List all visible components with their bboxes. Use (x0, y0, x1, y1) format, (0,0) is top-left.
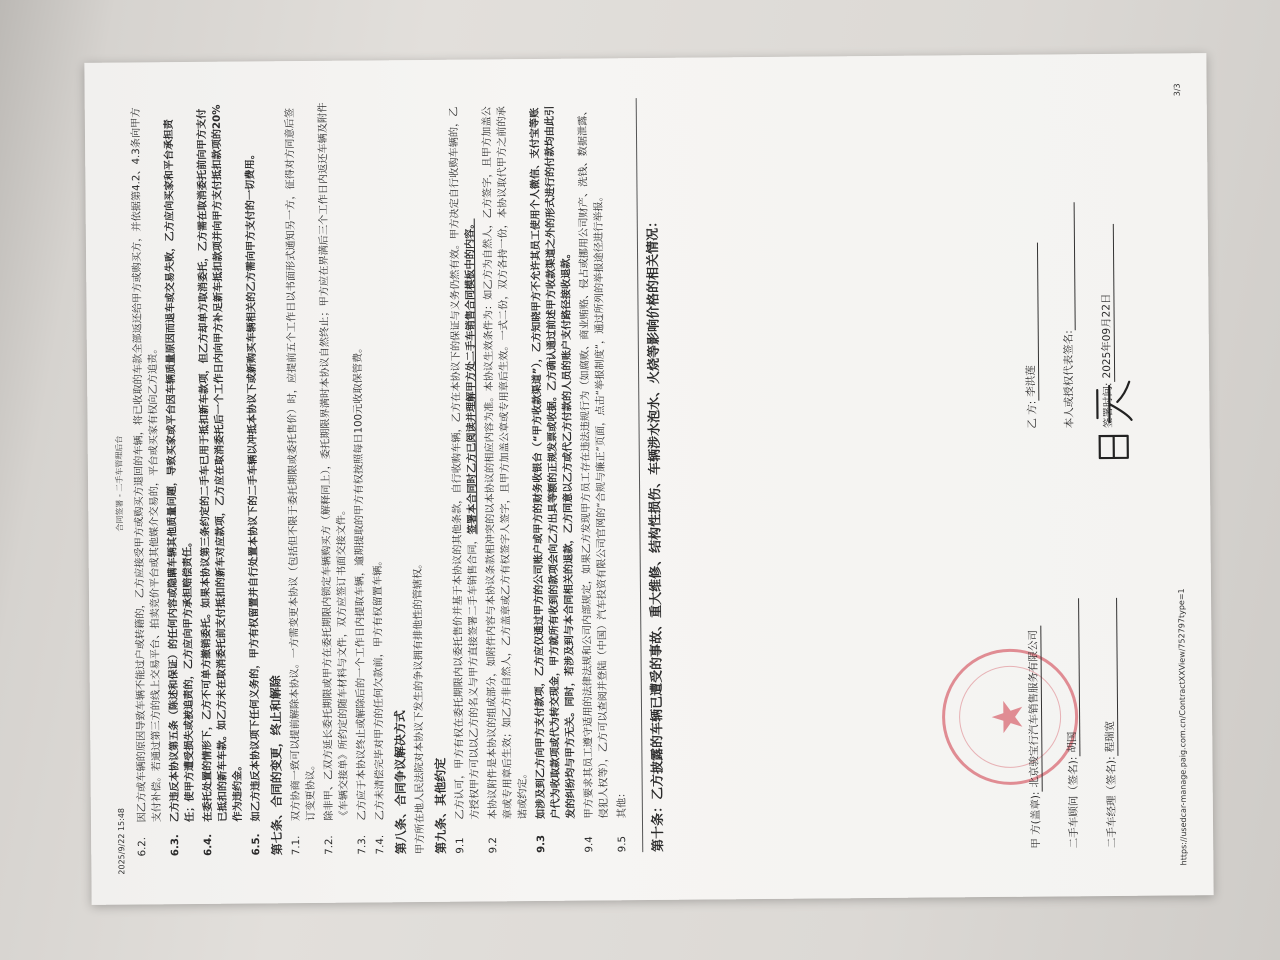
manager-row (1101, 598, 1119, 848)
page-footer (1173, 83, 1194, 865)
clause-9-3 (528, 99, 580, 853)
clause-9-2 (480, 99, 532, 853)
clause-6-5 (243, 101, 265, 855)
clause-6-2 (129, 102, 166, 856)
party-b-row (1022, 243, 1040, 429)
header-datetime: 2025/9/22 15:48 (116, 807, 127, 875)
party-a-label: 甲 方(盖章): (1029, 791, 1043, 849)
seal-star-icon: ★ (982, 697, 1033, 736)
clause-number: 9.5 (617, 835, 629, 853)
clause-number: 6.5. (251, 833, 263, 856)
clause-7-2 (316, 101, 353, 855)
section-8-heading: 第八条、合同争议解决方式 (393, 710, 409, 855)
clause-text: 乙方应于本协议终止或解除后的一个工作日内提取车辆，逾期提取的甲方有权按照每日100元收取保管费。 (352, 342, 368, 821)
clause-text: 如乙方违反本协议项下任何义务的，甲方有权留置并自行处置本协议下的二手车辆以冲抵本协议下或新购买车辆相关的乙方需向甲方支付的一切费用。 (245, 149, 262, 822)
clause-number: 9.1 (455, 837, 467, 854)
clause-text: 本协议附件是本协议的组成部分，如附件内容与本协议条款相冲突的以本协议的相应内容为准。本协议生效条件为：如乙方为自然人，乙方签字，且甲方加盖公章或专用章后生效；如乙方非自然人，乙方盖章或乙方有权签字人签字，且甲方加盖公章或专用章后生效。一式二份，双方各持一份，本协议取代甲方之前的承诺或约定。 (481, 106, 529, 820)
contract-paper (84, 53, 1213, 905)
clause-number: 6.2. (137, 836, 149, 857)
contract-body (129, 98, 669, 857)
clause-9-4 (576, 98, 613, 852)
consultant-row (1063, 599, 1081, 849)
clause-number: 9.4 (584, 836, 596, 853)
clause-6-4 (195, 102, 247, 856)
rep-signature-row (1060, 202, 1077, 428)
party-b-value: 李洪莲 (1022, 243, 1039, 401)
signature-block (1013, 94, 1150, 849)
section-8-text: 甲方所在地人民法院对本协议下发生的争议拥有排他性的管辖权。 (412, 558, 427, 855)
clause-9-1 (447, 99, 484, 853)
clause-7-4 (367, 100, 389, 854)
sign-time-value: 2025年09月22日 (1098, 224, 1115, 382)
manager-value: 程瑞宽 (1101, 598, 1118, 756)
section-9-heading: 第九条、其他约定 (433, 757, 449, 854)
clause-number: 7.4. (375, 834, 387, 855)
consultant-label: 二手车顾问（签名): (1067, 756, 1081, 849)
clause-text: 除非甲、乙双方延长委托期限或甲方在委托期限内锁定车辆购买方（解释同上），委托期限界满时本协议自然终止；甲方应在界满后三个工作日内返还车辆及附件《车辆交接单》所约定的随车材料与文件，双方应签订书面交接文件。 (317, 102, 350, 821)
clause-text: 因乙方或车辆的原因导致车辆不能过户或转籍的，乙方应接受甲方或购买方退回的车辆，将已收取的车款全部返还给甲方或购买方，并依据第4.2、4.3条向甲方支付补偿。若通过第三方的线上交易平台、拍卖竞价平台或其他媒介交易的，平台或买家有权向乙方追责。 (130, 107, 163, 823)
party-a-value: 北京骏宝行汽车销售服务有限公司 (1025, 626, 1042, 792)
clause-number: 7.3. (357, 835, 369, 855)
clause-text: 乙方未清偿完毕对甲方的任何欠款前，甲方有权留置车辆。 (372, 555, 386, 821)
clause-number: 9.3 (536, 834, 548, 853)
rep-signature-line (1062, 202, 1076, 330)
rep-signature-label: 本人或授权代表签名: (1062, 330, 1076, 429)
clause-text: 乙方违反本协议第五条（陈述和保证）的任何内容或隐瞒车辆其他质量问题，导致买家或平台因车辆质量原因而退车或交易失败，乙方应向买家和平台承担责任；使甲方遭受损失或被追责的，乙方应向甲方承担赔偿责任。 (163, 119, 196, 823)
party-a-row (1025, 626, 1043, 849)
clause-number: 7.1. (291, 835, 303, 856)
section-10-heading: 第十条：乙方披露的车辆已遭受的事故、重大维修、结构性损伤、车辆涉水泡水、火烧等影响价格的相关情况： (636, 98, 669, 852)
clause-9-5 (609, 98, 631, 852)
clause-number: 9.2 (488, 837, 500, 854)
manager-label: 二手车经理（签名): (1105, 756, 1119, 849)
footer-page-number: 3/3 (1172, 83, 1182, 97)
clause-text: 其他： (616, 787, 628, 819)
footer-url: https://usedcar-manage.paig.com.cn/ContractXXView/752797type=1 (1176, 588, 1189, 866)
clause-text-emphasis: 签署本合同时乙方已阅读并理解甲方处二手车销售合同模板中的内容。 (464, 218, 479, 535)
section-7-heading: 第七条、合同的变更，终止和解除 (268, 675, 285, 856)
clause-text: 双方协商一致可以提前解除本协议。一方需变更本协议（包括但不限于委托期限或委托售价）时，应提前五个工作日以书面形式通知另一方，征得对方同意后签订变更协议。 (284, 107, 317, 822)
page-header (111, 93, 132, 875)
handwritten-signature (1087, 356, 1138, 466)
consultant-value: 胡国 (1063, 599, 1080, 757)
clause-number: 6.4. (203, 833, 215, 856)
clause-text (447, 99, 483, 819)
header-title: 合同签署 - 二手车管理后台 (114, 435, 125, 532)
clause-number: 6.3. (170, 834, 182, 857)
clause-text: 如涉及到乙方向甲方支付款项，乙方应仅通过甲方的公司账户或甲方的财务收银台（“甲方收款渠道”），乙方知晓甲方不允许其员工使用个人微信、支付宝等账户代为收取款项或代为转交现金，甲方就所有收到的款项会向乙方出具等额的正规发票或收据。乙方确认通过前述甲方收款渠道之外的形式进行的付款均由此引发的纠纷均与甲方无关。同时，若涉及到与本合同相关的退款，乙方同意以乙方或代乙方付款的人员的账户支付路径接收退款。 (529, 105, 577, 819)
party-b-label: 乙 方: (1026, 400, 1039, 429)
clause-number: 7.2. (324, 835, 336, 855)
contract-page (84, 53, 1213, 905)
clause-7-1 (283, 101, 320, 855)
clause-text-main: 乙方认可，甲方有权在委托期限内以委托售价并基于本协议的其他条款，自行收购车辆，乙方在本协议下的保证与义务仍然有效。甲方决定自行收购车辆的，乙方授权甲方可以以乙方的名义与甲方直接签署二手车销售合同， (448, 106, 481, 820)
clause-6-3 (162, 102, 199, 856)
sign-time-label: 签署时间: (1102, 382, 1115, 429)
clause-text: 甲方要求其员工遵守适用的法律法规和公司内部规定，如果乙方发现甲方员工存在违法违规行为（如腐败、商业贿赂、侵占或挪用公司财产、洗钱、数据泄露、侵犯人权等），乙方可以查阅并登陆（中国）汽车投资有限公司官网的“合规与廉正”页面，点击“举报制度”，通过所列的举报途径进行举报。 (577, 105, 610, 819)
clause-text: 在委托处置的情形下，乙方不可单方撤销委托。如果本协议第三条约定的二手车已用于抵扣新车款项，但乙方却单方取消委托，乙方需在取消委托前向甲方支付已抵扣的新车车款。如乙方未在取消委托前支付抵扣的新车对应款项，乙方应在取消委托后一个工作日内向甲方补足新车抵扣款项并向甲方支付抵扣款项的20%作为违约金。 (196, 104, 244, 822)
